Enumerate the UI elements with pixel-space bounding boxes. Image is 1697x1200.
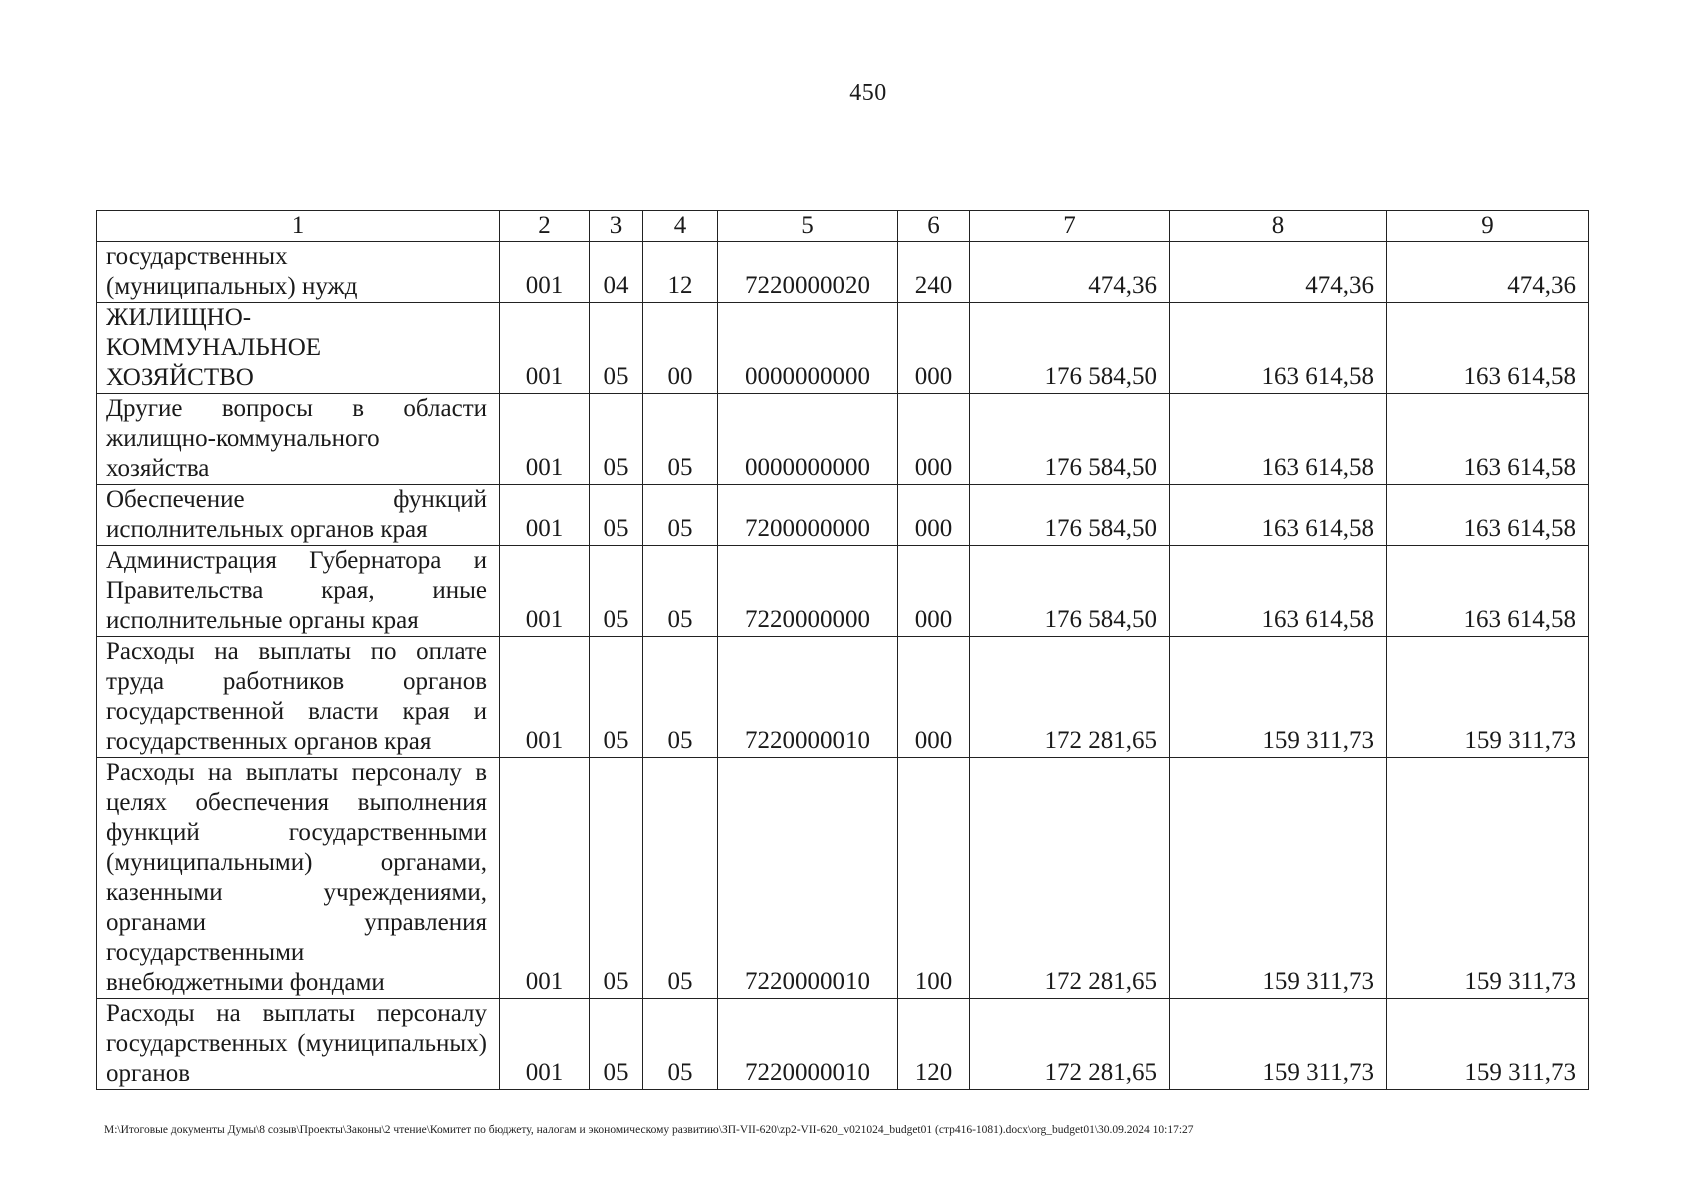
cell-amount-8: 159 311,73 — [1170, 637, 1387, 758]
footer-file-path: М:\Итоговые документы Думы\8 созыв\Проекты\Законы\2 чтение\Комитет по бюджету, налогам и экономическому развитию\ЗП-VII-620\zp2-VII-620_v021024_budget01 (стр416-1081).docx\org_budget01\30.09.2024 10:17:27 — [104, 1124, 1194, 1136]
cell-section-code: 05 — [590, 394, 643, 485]
budget-table — [96, 210, 1589, 1090]
cell-amount-8: 163 614,58 — [1170, 394, 1387, 485]
cell-section-code: 05 — [590, 485, 643, 546]
cell-subsection-code: 12 — [643, 242, 718, 303]
cell-section-code: 05 — [590, 758, 643, 999]
cell-subsection-code: 05 — [643, 546, 718, 637]
cell-amount-7: 176 584,50 — [970, 303, 1170, 394]
cell-amount-8: 163 614,58 — [1170, 303, 1387, 394]
cell-expense-type-code: 000 — [898, 546, 970, 637]
table-row — [97, 394, 1589, 485]
cell-ministry-code: 001 — [500, 546, 590, 637]
cell-expense-type-code: 000 — [898, 637, 970, 758]
table-row — [97, 485, 1589, 546]
cell-ministry-code: 001 — [500, 637, 590, 758]
cell-subsection-code: 05 — [643, 999, 718, 1090]
column-header: 1 — [97, 211, 500, 242]
cell-amount-9: 163 614,58 — [1387, 394, 1589, 485]
cell-section-code: 04 — [590, 242, 643, 303]
table-row — [97, 546, 1589, 637]
cell-subsection-code: 00 — [643, 303, 718, 394]
cell-target-code: 7220000010 — [718, 999, 898, 1090]
table-row — [97, 999, 1589, 1090]
table-row — [97, 637, 1589, 758]
table-row — [97, 303, 1589, 394]
cell-amount-8: 474,36 — [1170, 242, 1387, 303]
cell-section-code: 05 — [590, 637, 643, 758]
row-name: Администрация Губернатора и Правительства края, иные исполнительные органы края — [97, 546, 500, 637]
cell-amount-8: 159 311,73 — [1170, 758, 1387, 999]
cell-ministry-code: 001 — [500, 485, 590, 546]
row-name: Расходы на выплаты персоналу в целях обеспечения выполнения функций государственными (муниципальными) органами, казенными учреждениями, органами управления государственными внебюджетными фондами — [97, 758, 500, 999]
cell-target-code: 7220000000 — [718, 546, 898, 637]
cell-amount-9: 159 311,73 — [1387, 758, 1589, 999]
cell-expense-type-code: 120 — [898, 999, 970, 1090]
cell-amount-7: 176 584,50 — [970, 394, 1170, 485]
cell-subsection-code: 05 — [643, 637, 718, 758]
column-header: 8 — [1170, 211, 1387, 242]
header-row — [97, 211, 1589, 242]
cell-amount-9: 159 311,73 — [1387, 637, 1589, 758]
row-name: Другие вопросы в области жилищно-коммунального хозяйства — [97, 394, 500, 485]
cell-ministry-code: 001 — [500, 303, 590, 394]
row-name: Расходы на выплаты по оплате труда работников органов государственной власти края и государственных органов края — [97, 637, 500, 758]
cell-section-code: 05 — [590, 303, 643, 394]
column-header: 6 — [898, 211, 970, 242]
cell-expense-type-code: 000 — [898, 303, 970, 394]
cell-subsection-code: 05 — [643, 394, 718, 485]
cell-amount-8: 159 311,73 — [1170, 999, 1387, 1090]
cell-target-code: 7220000010 — [718, 637, 898, 758]
cell-section-code: 05 — [590, 546, 643, 637]
cell-amount-7: 176 584,50 — [970, 546, 1170, 637]
table-row — [97, 758, 1589, 999]
cell-amount-8: 163 614,58 — [1170, 546, 1387, 637]
cell-amount-9: 163 614,58 — [1387, 303, 1589, 394]
cell-ministry-code: 001 — [500, 758, 590, 999]
cell-amount-7: 172 281,65 — [970, 758, 1170, 999]
cell-ministry-code: 001 — [500, 242, 590, 303]
column-header: 5 — [718, 211, 898, 242]
cell-amount-9: 159 311,73 — [1387, 999, 1589, 1090]
row-name: Расходы на выплаты персоналу государственных (муниципальных) органов — [97, 999, 500, 1090]
column-header: 3 — [590, 211, 643, 242]
row-name: государственных (муниципальных) нужд — [97, 242, 500, 303]
cell-expense-type-code: 100 — [898, 758, 970, 999]
table-row — [97, 242, 1589, 303]
row-name: ЖИЛИЩНО-КОММУНАЛЬНОЕ ХОЗЯЙСТВО — [97, 303, 500, 394]
cell-expense-type-code: 000 — [898, 394, 970, 485]
cell-subsection-code: 05 — [643, 485, 718, 546]
column-header: 7 — [970, 211, 1170, 242]
page-number: 450 — [849, 80, 887, 106]
cell-amount-7: 176 584,50 — [970, 485, 1170, 546]
cell-ministry-code: 001 — [500, 999, 590, 1090]
cell-target-code: 0000000000 — [718, 394, 898, 485]
cell-target-code: 7220000020 — [718, 242, 898, 303]
cell-amount-9: 474,36 — [1387, 242, 1589, 303]
cell-amount-7: 474,36 — [970, 242, 1170, 303]
column-header: 9 — [1387, 211, 1589, 242]
cell-subsection-code: 05 — [643, 758, 718, 999]
cell-target-code: 7200000000 — [718, 485, 898, 546]
row-name: Обеспечение функций исполнительных органов края — [97, 485, 500, 546]
cell-ministry-code: 001 — [500, 394, 590, 485]
cell-amount-7: 172 281,65 — [970, 999, 1170, 1090]
cell-target-code: 0000000000 — [718, 303, 898, 394]
cell-expense-type-code: 240 — [898, 242, 970, 303]
cell-target-code: 7220000010 — [718, 758, 898, 999]
column-header: 4 — [643, 211, 718, 242]
cell-amount-8: 163 614,58 — [1170, 485, 1387, 546]
cell-amount-9: 163 614,58 — [1387, 546, 1589, 637]
cell-section-code: 05 — [590, 999, 643, 1090]
cell-amount-9: 163 614,58 — [1387, 485, 1589, 546]
cell-expense-type-code: 000 — [898, 485, 970, 546]
cell-amount-7: 172 281,65 — [970, 637, 1170, 758]
column-header: 2 — [500, 211, 590, 242]
